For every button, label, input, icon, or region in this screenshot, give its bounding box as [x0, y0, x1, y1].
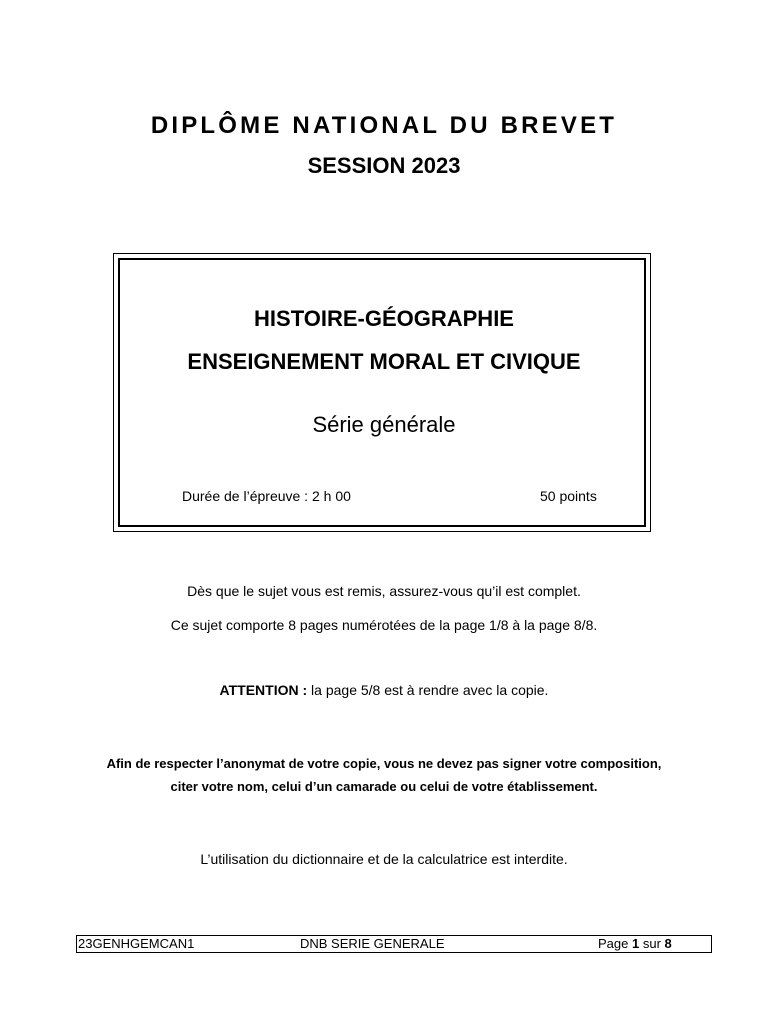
session-title: SESSION 2023: [307, 153, 461, 178]
footer-subject-code: 23GENHGEMCAN1: [78, 936, 195, 951]
footer-series: DNB SERIE GENERALE: [300, 936, 445, 951]
subject-heading-moral-civic: ENSEIGNEMENT MORAL ET CIVIQUE: [187, 349, 581, 374]
instruction-tools-forbidden: L’utilisation du dictionnaire et de la calculatrice est interdite.: [200, 851, 568, 867]
attention-text: la page 5/8 est à rendre avec la copie.: [307, 682, 549, 698]
footer-page-word: Page: [598, 936, 629, 951]
footer-page-total: 8: [664, 936, 672, 951]
footer-page-number: [598, 936, 672, 952]
footer-page-current: 1: [632, 936, 640, 951]
instruction-page-count: Ce sujet comporte 8 pages numérotées de la page 1/8 à la page 8/8.: [170, 617, 598, 633]
page-footer: [76, 935, 712, 953]
footer-of-word: sur: [642, 936, 661, 951]
instruction-anonymity-line2: citer votre nom, celui d’un camarade ou celui de votre établissement.: [170, 779, 598, 794]
subject-box-inner-border: [118, 258, 646, 527]
instruction-complete-check: Dès que le sujet vous est remis, assurez-vous qu’il est complet.: [187, 583, 581, 599]
subject-heading-history-geography: HISTOIRE-GÉOGRAPHIE: [254, 306, 514, 331]
attention-label: ATTENTION :: [219, 682, 308, 698]
exam-duration: Durée de l’épreuve : 2 h 00: [182, 488, 351, 504]
instruction-anonymity-line1: Afin de respecter l’anonymat de votre copie, vous ne devez pas signer votre composition,: [106, 756, 662, 771]
subject-series: Série générale: [312, 412, 456, 437]
document-title: DIPLÔME NATIONAL DU BREVET: [150, 112, 618, 139]
exam-points: 50 points: [540, 488, 597, 504]
instruction-attention: [0, 682, 768, 698]
